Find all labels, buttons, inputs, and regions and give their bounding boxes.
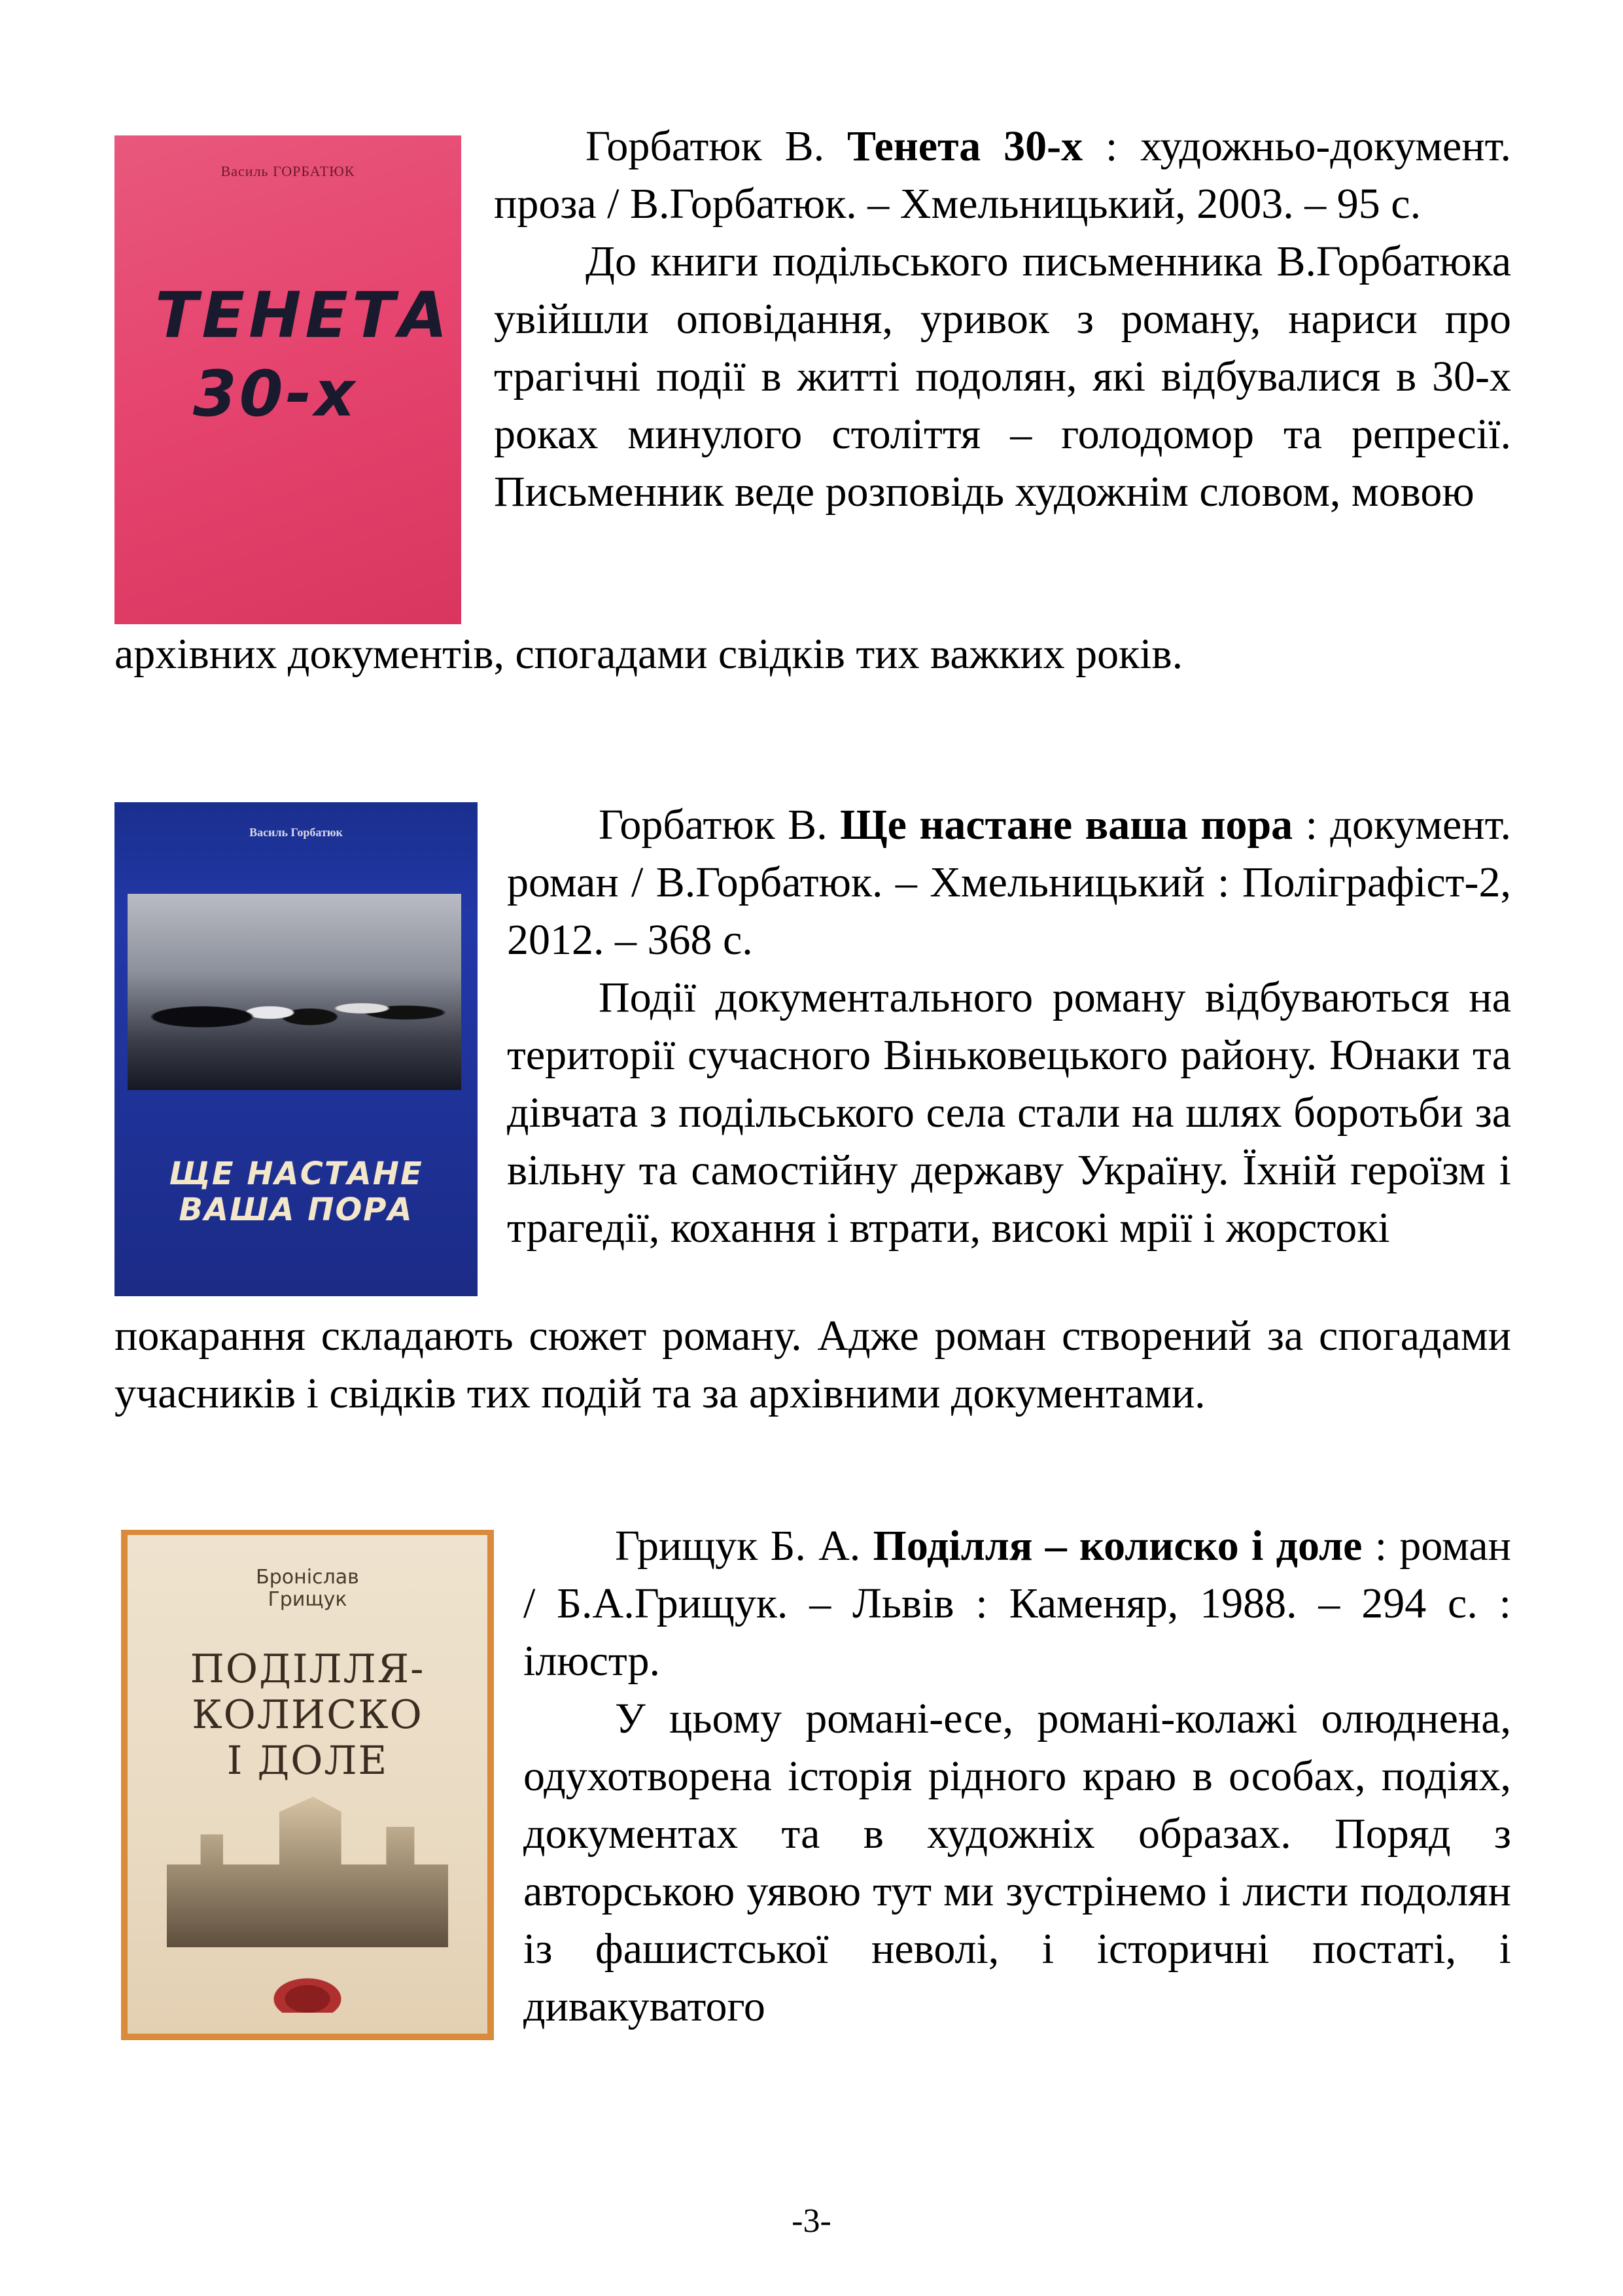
cover-author: Василь Горбатюк (249, 826, 343, 839)
cover-author: Василь ГОРБАТЮК (220, 163, 355, 179)
cover-title-line1: ПОДІЛЛЯ- (190, 1646, 425, 1692)
annotation-tail-text: покарання складають сюжет роману. Адже роман створений за спогадами учасників і свідків тих подій та за архівними документами. (114, 1312, 1511, 1417)
cover-inner (128, 1535, 487, 2034)
cover-title-line1: ТЕНЕТА (155, 279, 451, 352)
entry-2-annotation: Події документального роману відбуваються на території сучасного Віньковецького району. Юнаки та дівчата з подільського села стали на шлях боротьби за вільну та самостійну державу Україну. Їхній героїзм і трагедії, кохання і втрати, високі мрії і жорстокі (507, 974, 1511, 1252)
citation-author: Горбатюк В. (599, 801, 841, 849)
cover-title-line1: ЩЕ НАСТАНЕ (169, 1156, 423, 1192)
cover-ornament (255, 1967, 360, 2013)
citation-author: Горбатюк В. (585, 122, 847, 170)
citation-rest: : документ. роман / В.Горбатюк. – Хмельницький : Поліграфіст-2, 2012. – 368 с. (507, 801, 1511, 964)
entry-3-annotation: У цьому романі-есе, романі-колажі олюднена, одухотворена історія рідного краю в особах, подіях, документах та в художніх образах. Поряд з авторською уявою тут ми зустрінемо і листи подолян із фашистської неволі, і історичні постаті, і дивакуватого (523, 1695, 1511, 2030)
cover-author (128, 1566, 487, 1611)
cover-title-line2: 30-х (193, 357, 358, 431)
book-cover-teneta (114, 135, 461, 624)
cover-author-last: Грищук (268, 1588, 347, 1611)
cover-title-line3: І ДОЛЕ (226, 1738, 389, 1784)
citation-rest: : художньо-документ. проза / В.Горбатюк. – Хмельницький, 2003. – 95 с. (494, 122, 1512, 228)
citation-rest: : роман / Б.А.Грищук. – Львів : Каменяр, 1988. – 294 с. : ілюстр. (523, 1522, 1511, 1685)
entry-2-annotation-tail (114, 1307, 1511, 1422)
annotation-tail-text: архівних документів, спогадами свідків тих важких років. (114, 630, 1183, 678)
book-cover-shche-nastane (114, 802, 478, 1296)
cover-author-first: Броніслав (256, 1566, 359, 1589)
citation-title: Тенета 30-х (846, 122, 1083, 170)
entry-1-annotation-tail (114, 626, 1511, 683)
cover-photo-figures (141, 966, 448, 1051)
citation-title: Поділля – колиско і доле (873, 1522, 1363, 1570)
cover-title-line2: КОЛИСКО (192, 1692, 423, 1738)
entry-2-text (507, 796, 1511, 1257)
entry-1-text (494, 118, 1511, 521)
entry-2-citation (507, 796, 1511, 969)
cover-title-line2: ВАША ПОРА (179, 1192, 413, 1228)
page-number: -3- (792, 2202, 831, 2240)
entry-1-annotation: До книги подільського письменника В.Горбатюка увійшли оповідання, уривок з роману, нариси про трагічні події в житті подолян, які відбувалися в 30-х роках минулого століття – голодомор та репресії. Письменник веде розповідь художнім словом, мовою (494, 238, 1511, 516)
book-cover-podillia (121, 1530, 494, 2040)
cover-castle-illustration (167, 1797, 448, 1947)
entry-1-citation (494, 118, 1511, 233)
entry-3-text (523, 1517, 1511, 2036)
entry-3-citation (523, 1517, 1511, 1690)
citation-author: Грищук Б. А. (615, 1522, 873, 1570)
citation-title: Ще настане ваша пора (840, 801, 1293, 849)
